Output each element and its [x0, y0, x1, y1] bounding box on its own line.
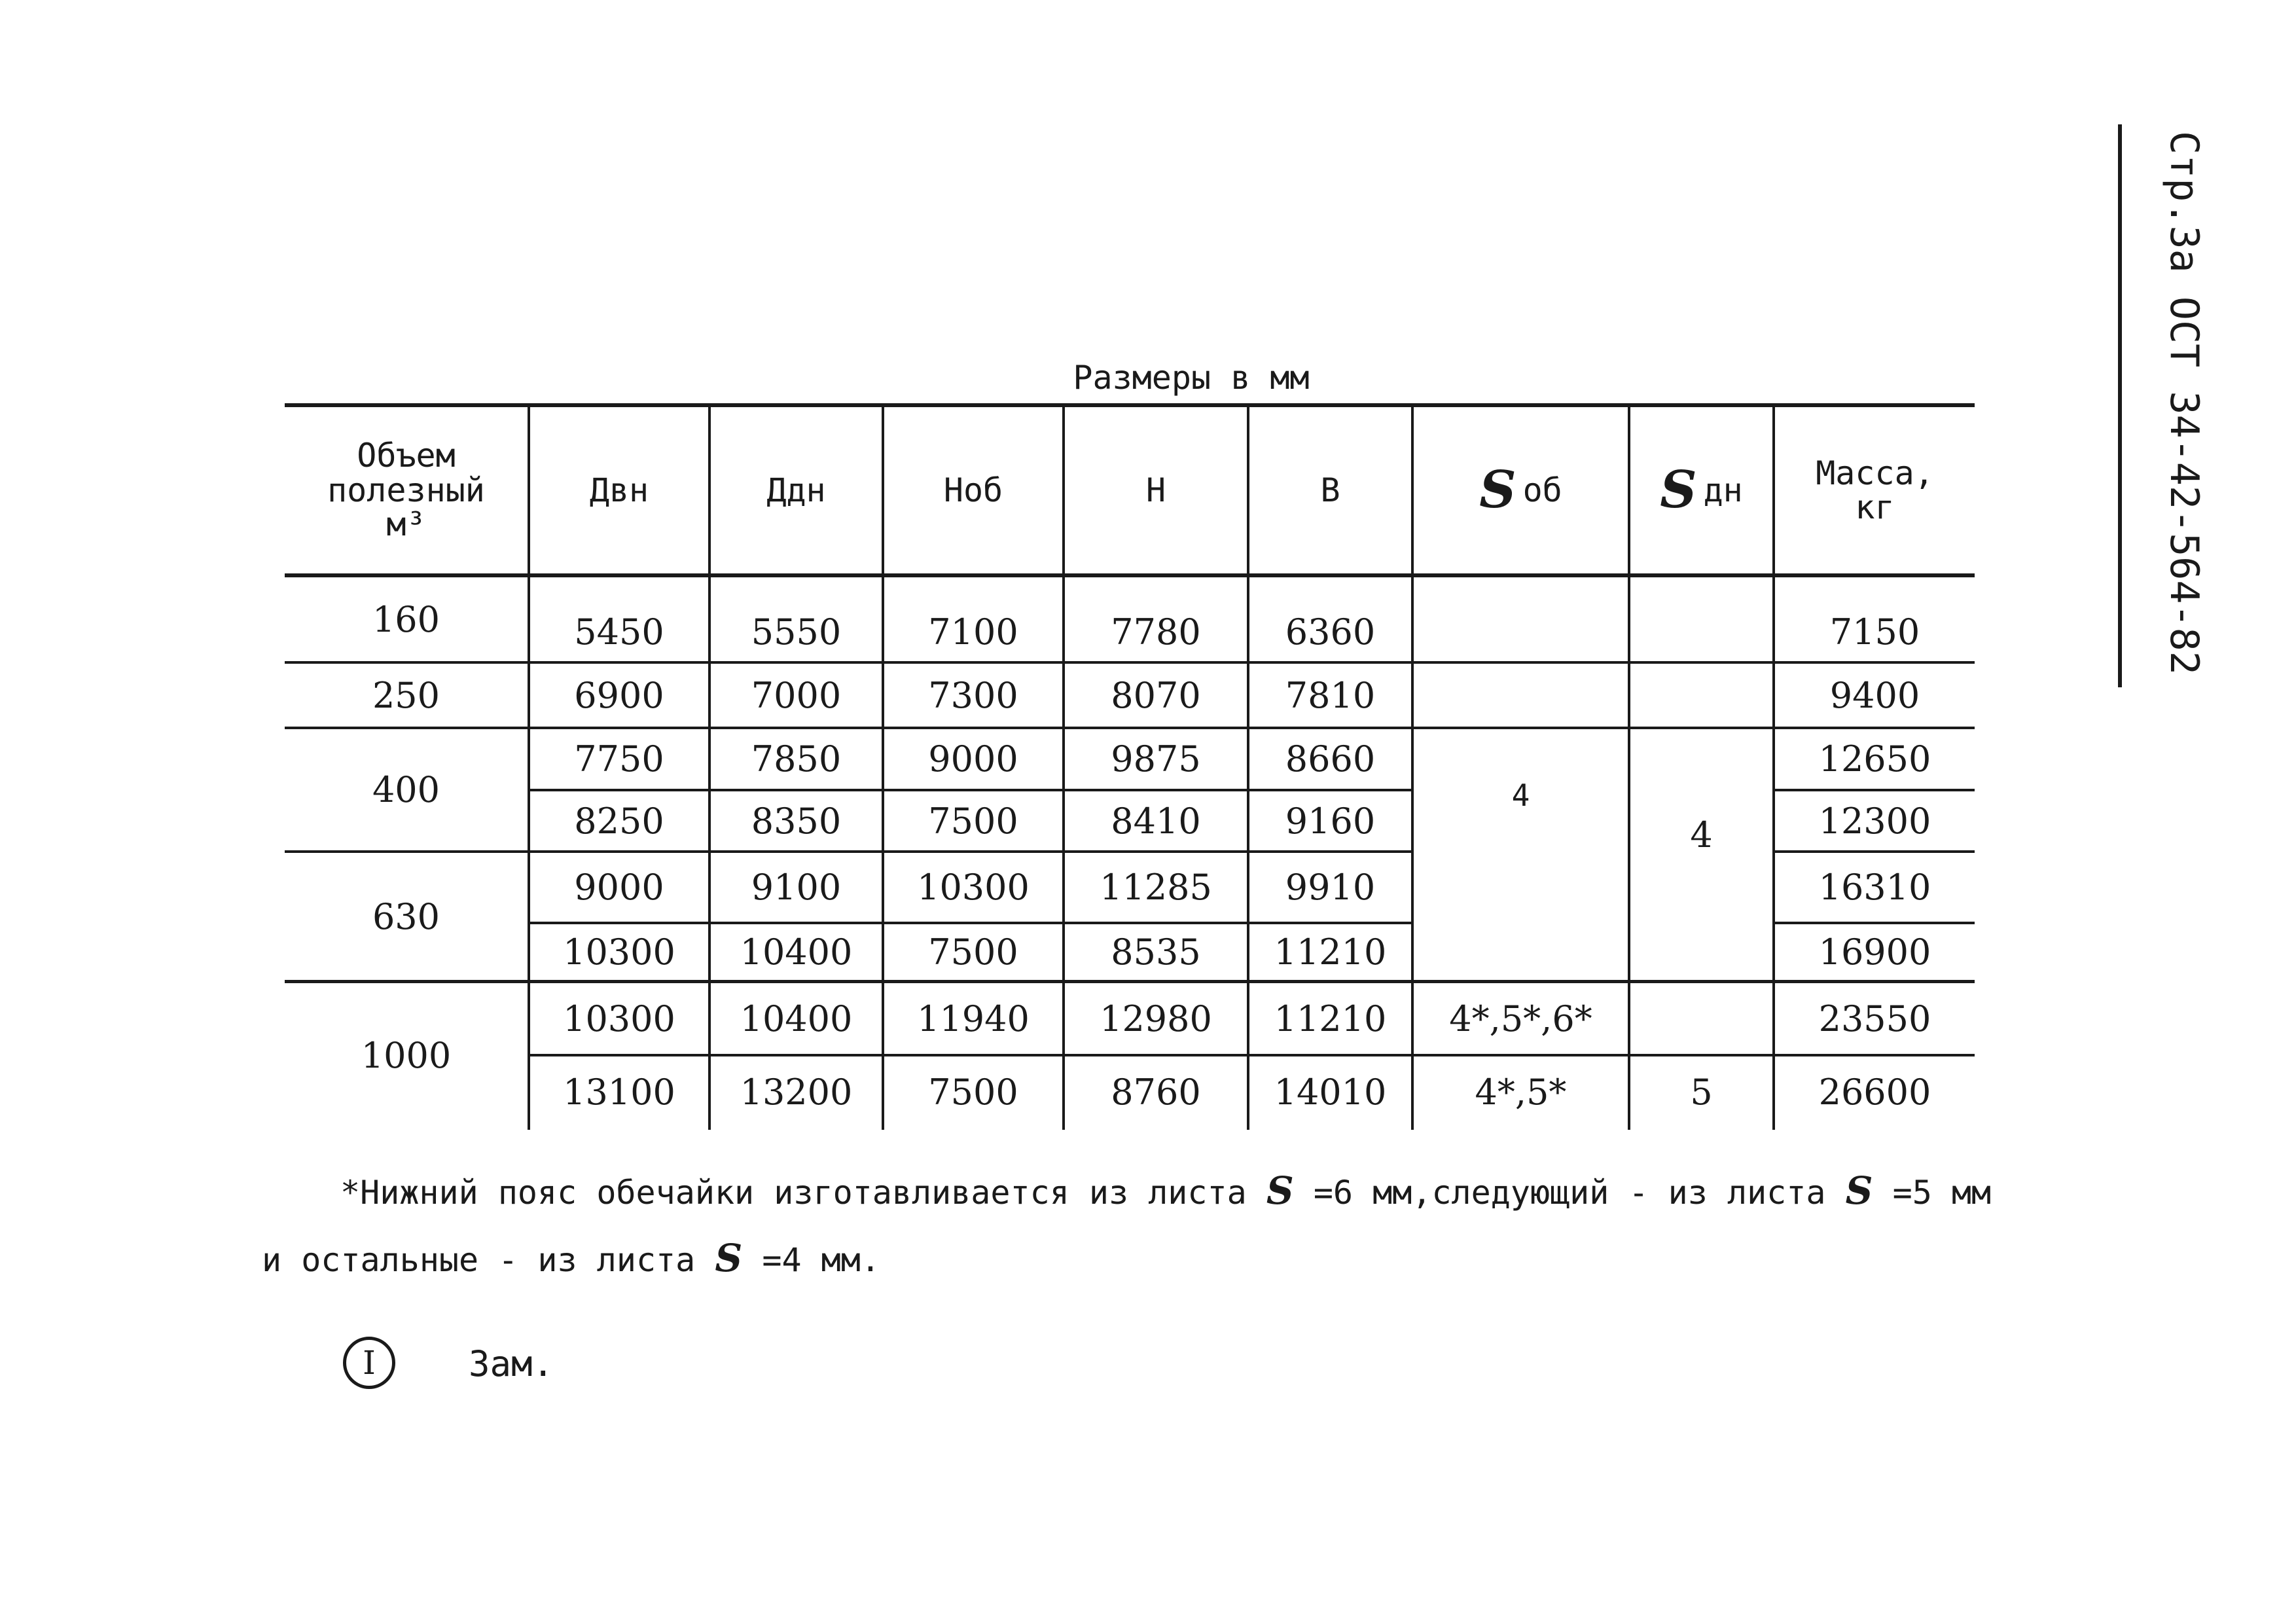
- header-s-dn: [1630, 407, 1772, 573]
- table-cell-h: 12980: [1100, 998, 1212, 1039]
- s-symbol: S: [715, 1236, 743, 1280]
- table-cell-mass: 23550: [1818, 998, 1931, 1039]
- table-cell-ddn: 5550: [751, 611, 842, 653]
- dimensions-caption: Размеры в мм: [1073, 359, 1310, 397]
- header-mass-line2: кг: [1855, 488, 1895, 526]
- table-cell-dvn: 10300: [563, 998, 675, 1039]
- header-hob: Ноб: [943, 471, 1003, 509]
- header-v: В: [1320, 471, 1340, 509]
- table-cell-s-ob: 4*,5*: [1475, 1071, 1567, 1113]
- table-cell-h: 7780: [1111, 611, 1201, 653]
- footnote-text: и остальные - из листа: [262, 1241, 696, 1279]
- table-cell-v: 11210: [1274, 998, 1387, 1039]
- table-cell-v: 9910: [1285, 867, 1376, 908]
- footnote-text: =4 мм.: [762, 1241, 880, 1279]
- s-symbol: S: [1479, 460, 1516, 520]
- table-cell-dvn: 6900: [574, 674, 664, 716]
- header-volume-line1: Объем: [357, 437, 456, 475]
- table-cell-ddn: 10400: [740, 931, 853, 973]
- volume-cell: 250: [372, 674, 440, 716]
- table-cell-dvn: 7750: [574, 738, 664, 780]
- table-cell-h: 8535: [1111, 931, 1201, 973]
- header-volume-unit: м³: [386, 505, 426, 544]
- table-cell-hob: 7100: [928, 611, 1018, 653]
- table-cell-mass: 26600: [1818, 1071, 1931, 1113]
- table-cell-mass: 12300: [1818, 800, 1931, 842]
- table-cell-mass: 7150: [1829, 611, 1920, 653]
- merged-s-ob-cell: 4: [1511, 778, 1530, 813]
- volume-cell: 1000: [361, 1034, 452, 1076]
- table-cell-hob: 10300: [917, 867, 1030, 908]
- table-cell-h: 8760: [1111, 1071, 1201, 1113]
- footnote-text: =6 мм,следующий - из листа: [1313, 1174, 1826, 1212]
- table-cell-v: 14010: [1274, 1071, 1387, 1113]
- header-volume-line2: полезный: [327, 471, 485, 509]
- header-s-ob: [1414, 407, 1628, 573]
- table-cell-v: 11210: [1274, 931, 1387, 973]
- table-cell-dvn: 8250: [574, 800, 664, 842]
- table-cell-ddn: 9100: [751, 867, 842, 908]
- side-rule: [2118, 124, 2122, 687]
- table-cell-mass: 9400: [1829, 674, 1920, 716]
- table-cell-h: 9875: [1111, 738, 1201, 780]
- table-cell-mass: 16900: [1818, 931, 1931, 973]
- change-label: Зам.: [469, 1343, 554, 1384]
- table-cell-v: 6360: [1285, 611, 1376, 653]
- header-volume: [285, 407, 528, 573]
- table-cell-mass: 16310: [1818, 867, 1931, 908]
- header-h: Н: [1145, 471, 1166, 509]
- table-cell-dvn: 5450: [574, 611, 664, 653]
- table-cell-h: 8070: [1111, 674, 1201, 716]
- table-cell-ddn: 7000: [751, 674, 842, 716]
- volume-cell: 160: [372, 598, 440, 640]
- header-mass-line1: Масса,: [1816, 454, 1934, 492]
- table-cell-v: 8660: [1285, 738, 1376, 780]
- header-s-ob-subscript: об: [1522, 471, 1562, 509]
- table-cell-mass: 12650: [1818, 738, 1931, 780]
- s-symbol: S: [1660, 460, 1697, 520]
- s-symbol: S: [1266, 1168, 1294, 1213]
- table-cell-hob: 7500: [928, 800, 1018, 842]
- table-cell-s-dn: 5: [1690, 1071, 1713, 1113]
- change-number-circle: I: [343, 1337, 395, 1389]
- table-cell-s-ob: 4*,5*,6*: [1449, 998, 1592, 1039]
- footnote-text: *Нижний пояс обечайки изготавливается из листа: [340, 1174, 1247, 1212]
- table-cell-ddn: 10400: [740, 998, 853, 1039]
- table-cell-hob: 9000: [928, 738, 1018, 780]
- document-code-label: Стр.3а ОСТ 34-42-564-82: [2161, 131, 2207, 675]
- table-cell-v: 9160: [1285, 800, 1376, 842]
- table-cell-v: 7810: [1285, 674, 1376, 716]
- table-cell-hob: 7500: [928, 931, 1018, 973]
- merged-s-dn-cell: 4: [1690, 814, 1713, 856]
- table-cell-hob: 11940: [917, 998, 1030, 1039]
- header-ddn: Ддн: [766, 471, 826, 509]
- table-cell-ddn: 7850: [751, 738, 842, 780]
- table-cell-dvn: 9000: [574, 867, 664, 908]
- header-bottom-rule: [285, 573, 1975, 577]
- table-cell-hob: 7300: [928, 674, 1018, 716]
- footnote-line-1: [340, 1168, 1991, 1213]
- table-cell-h: 11285: [1100, 867, 1212, 908]
- header-s-dn-subscript: дн: [1703, 471, 1743, 509]
- table-cell-hob: 7500: [928, 1071, 1018, 1113]
- volume-cell: 400: [372, 769, 440, 810]
- s-symbol: S: [1845, 1168, 1873, 1213]
- table-cell-dvn: 10300: [563, 931, 675, 973]
- footnote-text: =5 мм: [1892, 1174, 1992, 1212]
- header-dvn: Двн: [589, 471, 649, 509]
- table-cell-ddn: 13200: [740, 1071, 853, 1113]
- table-cell-ddn: 8350: [751, 800, 842, 842]
- table-cell-h: 8410: [1111, 800, 1201, 842]
- table-cell-dvn: 13100: [563, 1071, 675, 1113]
- volume-cell: 630: [372, 895, 440, 937]
- footnote-line-2: [262, 1236, 880, 1280]
- header-mass: [1775, 407, 1975, 573]
